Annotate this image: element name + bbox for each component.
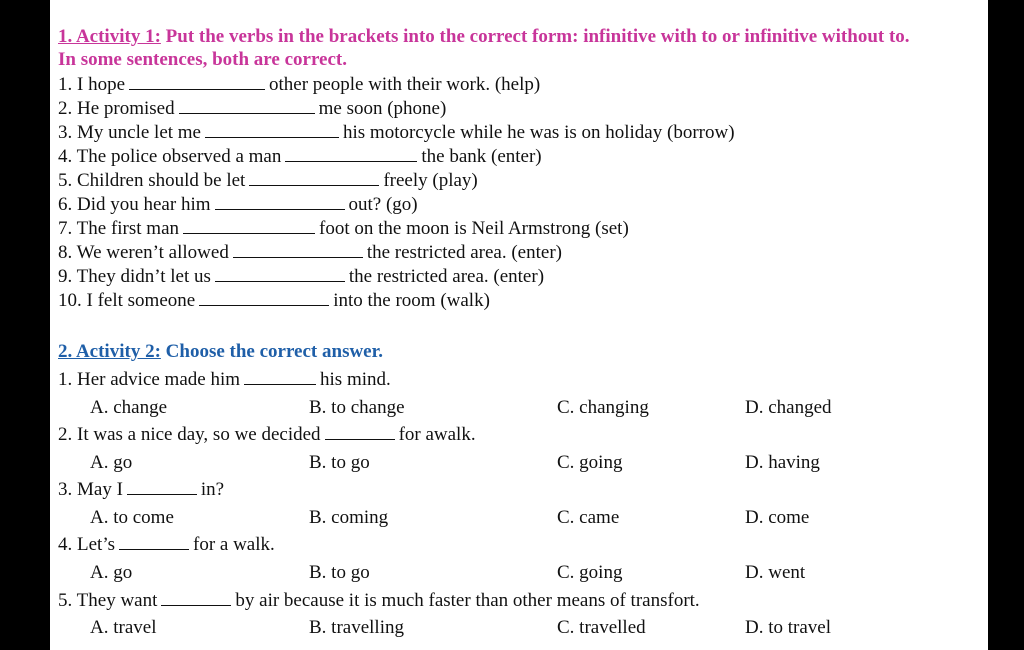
activity2-heading (58, 340, 383, 363)
answer-blank[interactable] (285, 147, 417, 162)
answer-blank[interactable] (129, 75, 265, 90)
activity1-item-9: 9. They didn’t let us the restricted area. (enter) (58, 266, 545, 287)
activity1-item-8: 8. We weren’t allowed the restricted area. (enter) (58, 242, 562, 263)
answer-blank[interactable] (233, 243, 363, 258)
option-b[interactable]: B. travelling (309, 617, 404, 638)
answer-blank[interactable] (119, 535, 189, 550)
activity1-label: 1. Activity 1: (58, 26, 161, 47)
answer-blank[interactable] (215, 267, 345, 282)
answer-blank[interactable] (179, 99, 315, 114)
answer-blank[interactable] (199, 291, 329, 306)
option-a[interactable]: A. travel (90, 617, 157, 638)
option-d[interactable]: D. come (745, 507, 810, 528)
option-c[interactable]: C. going (557, 562, 623, 583)
activity2-label: 2. Activity 2: (58, 341, 161, 362)
option-b[interactable]: B. to go (309, 562, 370, 583)
activity1-heading (58, 25, 918, 71)
option-a[interactable]: A. go (90, 562, 133, 583)
activity2-question-4: 4. Let’s for a walk. (58, 534, 275, 555)
activity2-question-1: 1. Her advice made him his mind. (58, 369, 391, 390)
answer-blank[interactable] (215, 195, 345, 210)
activity1-item-6: 6. Did you hear him out? (go) (58, 194, 418, 215)
worksheet-page (50, 0, 988, 650)
activity1-item-10: 10. I felt someone into the room (walk) (58, 290, 490, 311)
option-c[interactable]: C. travelled (557, 617, 646, 638)
activity1-item-7: 7. The first man foot on the moon is Neil Armstrong (set) (58, 218, 629, 239)
activity2-question-2: 2. It was a nice day, so we decided for awalk. (58, 424, 476, 445)
answer-blank[interactable] (127, 480, 197, 495)
activity1-instruction: Put the verbs in the brackets into the correct form: infinitive with to or infinitive without to. In some sentences, both are correct. (58, 26, 910, 70)
option-d[interactable]: D. changed (745, 397, 832, 418)
activity1-item-5: 5. Children should be let freely (play) (58, 170, 478, 191)
activity2-question-3: 3. May I in? (58, 479, 225, 500)
answer-blank[interactable] (183, 219, 315, 234)
activity1-item-1: 1. I hope other people with their work. (help) (58, 74, 541, 95)
option-d[interactable]: D. went (745, 562, 806, 583)
answer-blank[interactable] (205, 123, 339, 138)
option-d[interactable]: D. to travel (745, 617, 832, 638)
activity1-item-3: 3. My uncle let me his motorcycle while he was is on holiday (borrow) (58, 122, 735, 143)
activity1-item-4: 4. The police observed a man the bank (enter) (58, 146, 542, 167)
option-c[interactable]: C. came (557, 507, 620, 528)
option-a[interactable]: A. to come (90, 507, 174, 528)
activity2-instruction: Choose the correct answer. (160, 341, 384, 362)
answer-blank[interactable] (249, 171, 379, 186)
answer-blank[interactable] (161, 591, 231, 606)
option-c[interactable]: C. changing (557, 397, 649, 418)
option-b[interactable]: B. to go (309, 452, 370, 473)
activity2-question-5: 5. They want by air because it is much faster than other means of transfort. (58, 590, 700, 611)
option-d[interactable]: D. having (745, 452, 820, 473)
answer-blank[interactable] (325, 425, 395, 440)
answer-blank[interactable] (244, 370, 316, 385)
option-b[interactable]: B. to change (309, 397, 405, 418)
activity1-item-2: 2. He promised me soon (phone) (58, 98, 447, 119)
option-a[interactable]: A. change (90, 397, 168, 418)
option-a[interactable]: A. go (90, 452, 133, 473)
option-b[interactable]: B. coming (309, 507, 389, 528)
option-c[interactable]: C. going (557, 452, 623, 473)
